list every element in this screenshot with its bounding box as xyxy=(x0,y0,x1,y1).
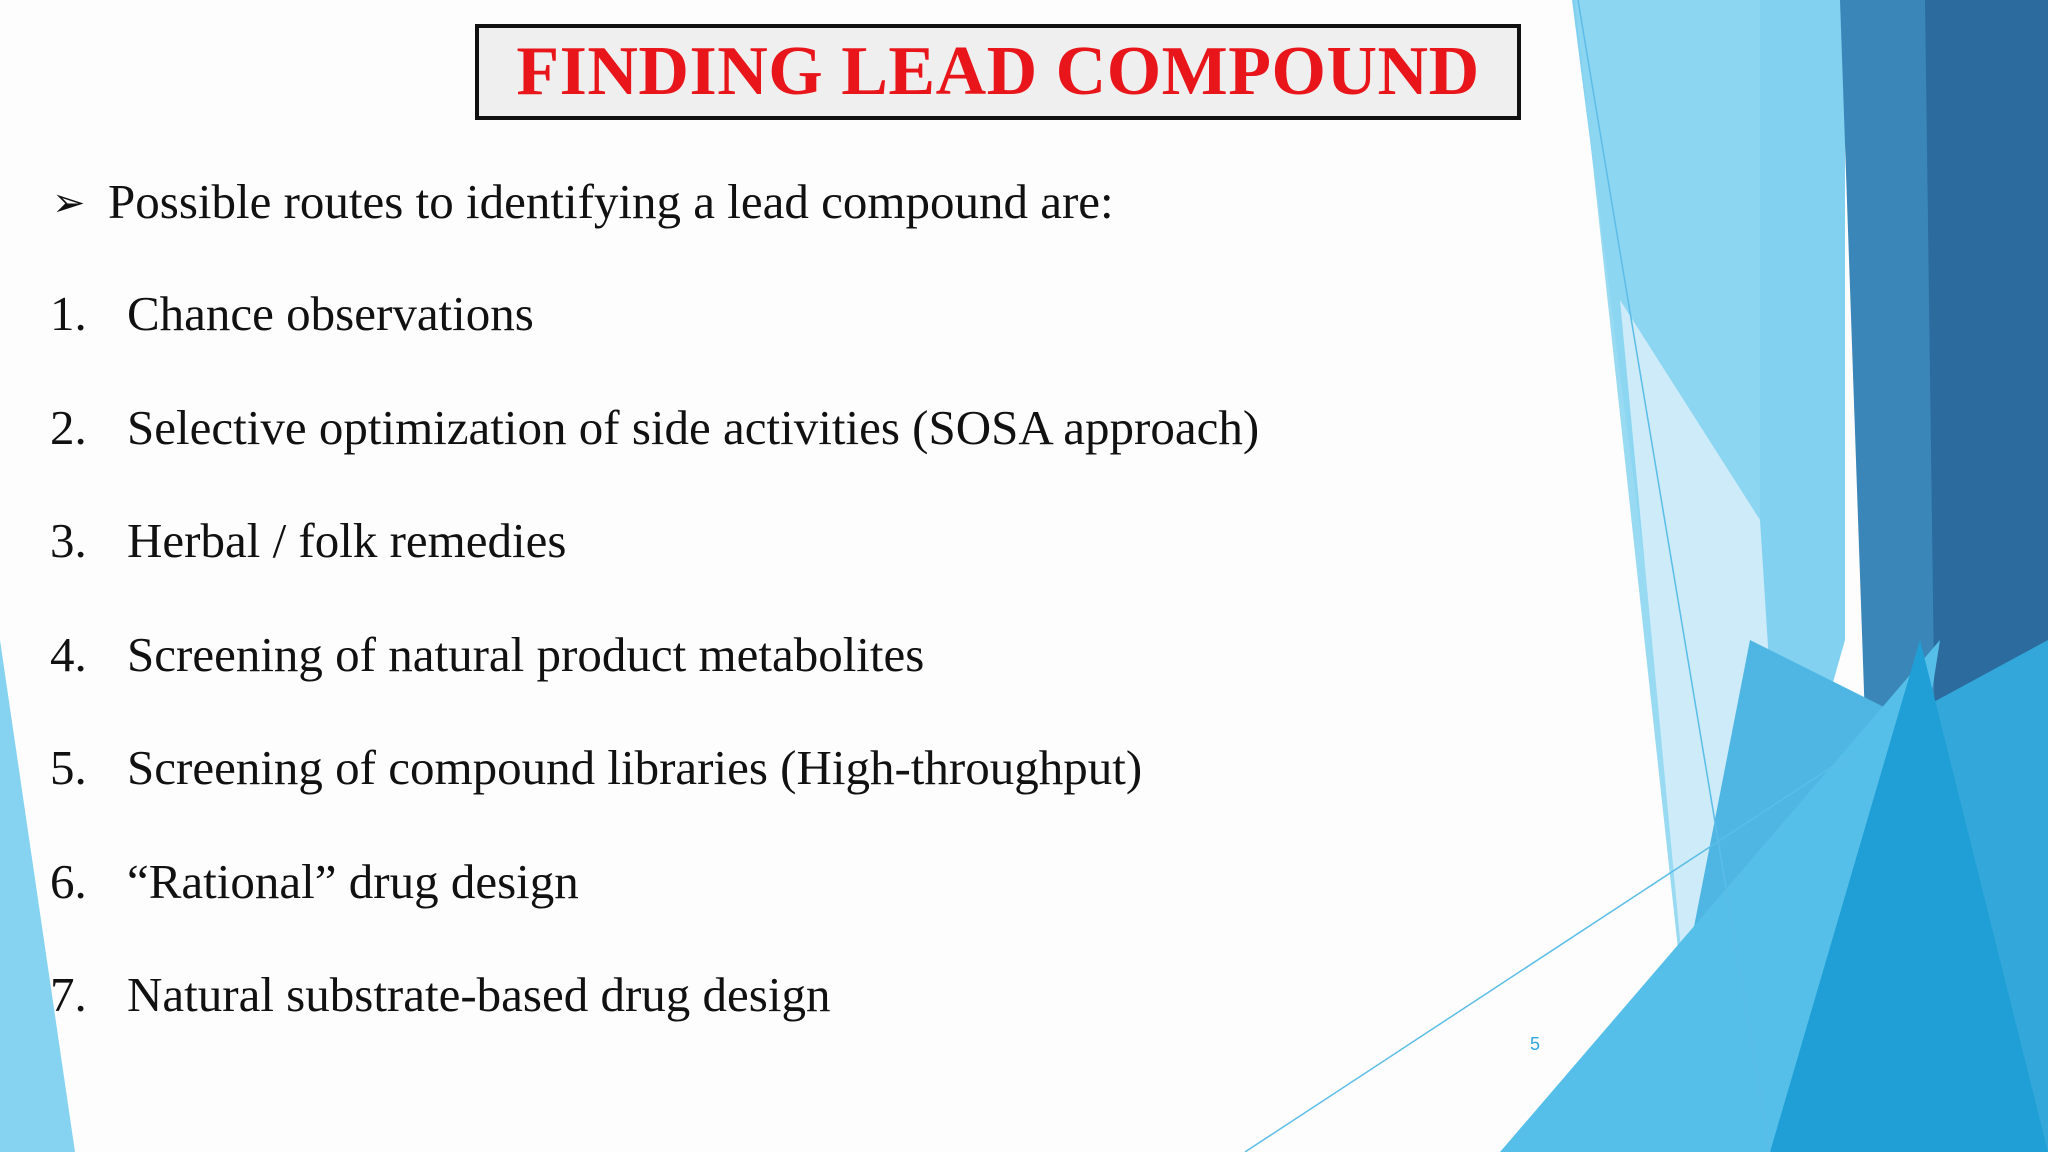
list-item-text: Chance observations xyxy=(127,286,534,341)
list-item-text: “Rational” drug design xyxy=(127,853,579,909)
list-item-number: 4. xyxy=(50,626,87,682)
slide-number: 5 xyxy=(1530,1034,1541,1054)
list-item-number: 2. xyxy=(50,399,87,455)
title-box xyxy=(475,24,1521,120)
list-item-number: 1. xyxy=(50,286,87,341)
list-item-text: Natural substrate-based drug design xyxy=(127,967,831,1022)
list-item-text: Herbal / folk remedies xyxy=(127,513,567,568)
intro-line xyxy=(52,172,1114,233)
list-item-number: 7. xyxy=(50,967,87,1022)
list-item xyxy=(50,965,1259,1079)
arrow-bullet-icon: ➢ xyxy=(52,180,86,225)
list-item xyxy=(50,852,1259,966)
facet-dark-blue xyxy=(1925,0,2048,750)
intro-text: Possible routes to identifying a lead compound are: xyxy=(108,174,1114,229)
list-item xyxy=(50,398,1259,512)
list-item xyxy=(50,511,1259,625)
list-item-number: 6. xyxy=(50,853,87,909)
list-item-text: Screening of natural product metabolites xyxy=(127,626,925,682)
list-item-text: Screening of compound libraries (High-throughput) xyxy=(127,740,1143,795)
slide-title: FINDING LEAD COMPOUND xyxy=(516,33,1480,110)
list-item-text: Selective optimization of side activities (SOSA approach) xyxy=(127,399,1260,455)
list-item xyxy=(50,284,1259,398)
routes-list xyxy=(50,284,1259,1079)
list-item-number: 3. xyxy=(50,513,87,568)
list-item xyxy=(50,625,1259,739)
list-item xyxy=(50,738,1259,852)
list-item-number: 5. xyxy=(50,740,87,795)
